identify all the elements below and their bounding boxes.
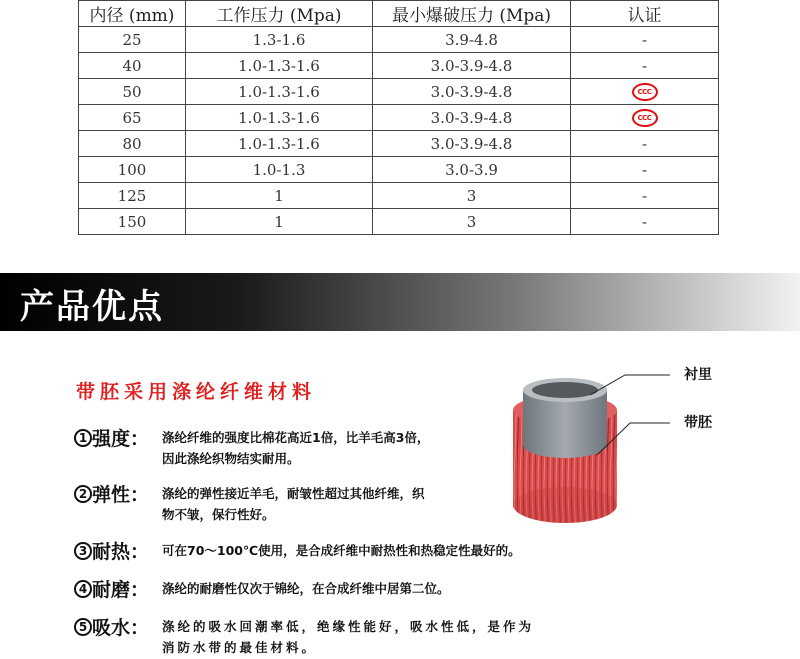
section-banner (0, 273, 800, 331)
advantage-heat-resistance (74, 537, 521, 564)
cell-diameter: 80 (79, 131, 186, 157)
advantage-description (162, 578, 602, 599)
cell-burst-pressure: 3.0-3.9-4.8 (373, 131, 571, 157)
advantage-description (162, 427, 502, 469)
number-badge: 5 (74, 618, 92, 636)
description-line: 涤纶的弹性接近羊毛，耐皱性超过其他纤维，织 (162, 486, 425, 501)
cell-working-pressure: 1.0-1.3-1.6 (186, 131, 373, 157)
cell-burst-pressure: 3.0-3.9-4.8 (373, 105, 571, 131)
description-line: 涤纶的耐磨性仅次于锦纶，在合成纤维中居第二位。 (162, 581, 450, 596)
cell-burst-pressure: 3 (373, 209, 571, 235)
lining-label: 衬里 (684, 367, 712, 383)
cell-burst-pressure: 3.0-3.9-4.8 (373, 79, 571, 105)
cell-diameter: 50 (79, 79, 186, 105)
cell-certification (571, 79, 719, 105)
spec-table-header (79, 1, 719, 27)
cell-burst-pressure: 3.0-3.9 (373, 157, 571, 183)
cell-diameter: 150 (79, 209, 186, 235)
cell-certification: - (571, 131, 719, 157)
advantage-elasticity (74, 480, 425, 522)
cell-certification: - (571, 157, 719, 183)
advantage-description (162, 483, 502, 525)
cell-diameter: 25 (79, 27, 186, 53)
description-line: 因此涤纶织物结实耐用。 (162, 451, 300, 466)
cell-diameter: 125 (79, 183, 186, 209)
description-line: 涤纶的吸水回潮率低，绝缘性能好，吸水性低，是作为 (162, 619, 535, 634)
header-working-pressure: 工作压力 (Mpa) (186, 1, 373, 27)
table-row (79, 157, 719, 183)
table-row (79, 105, 719, 131)
number-badge: 3 (74, 542, 92, 560)
header-burst-pressure: 最小爆破压力 (Mpa) (373, 1, 571, 27)
description-line: 消防水带的最佳材料。 (162, 640, 318, 655)
header-inner-diameter: 内径 (mm) (79, 1, 186, 27)
advantage-description (162, 540, 602, 561)
table-row (79, 131, 719, 157)
cell-working-pressure: 1 (186, 183, 373, 209)
table-row (79, 79, 719, 105)
cell-diameter: 40 (79, 53, 186, 79)
advantages-headline: 带胚采用涤纶纤维材料 (76, 381, 317, 403)
advantage-term: 耐热： (92, 541, 150, 563)
cell-burst-pressure: 3.9-4.8 (373, 27, 571, 53)
cell-working-pressure: 1.3-1.6 (186, 27, 373, 53)
cell-working-pressure: 1.0-1.3-1.6 (186, 53, 373, 79)
ccc-certification-icon: CCC (632, 109, 658, 127)
description-line: 物不皱，保行性好。 (162, 507, 275, 522)
number-badge: 2 (74, 485, 92, 503)
cell-burst-pressure: 3.0-3.9-4.8 (373, 53, 571, 79)
cell-diameter: 65 (79, 105, 186, 131)
description-line: 涤纶纤维的强度比棉花高近1倍，比羊毛高3倍， (162, 430, 430, 445)
cell-certification: - (571, 27, 719, 53)
advantage-term: 吸水： (92, 617, 150, 639)
cell-working-pressure: 1 (186, 209, 373, 235)
advantage-strength (74, 424, 430, 466)
cell-working-pressure: 1.0-1.3-1.6 (186, 105, 373, 131)
advantage-water-absorption (74, 613, 535, 655)
advantage-abrasion-resistance (74, 575, 450, 602)
spec-table (78, 0, 719, 235)
table-row (79, 27, 719, 53)
ccc-certification-icon: CCC (632, 83, 658, 101)
table-row (79, 209, 719, 235)
advantage-term: 耐磨： (92, 579, 150, 601)
cell-burst-pressure: 3 (373, 183, 571, 209)
cell-certification: - (571, 183, 719, 209)
cell-certification: - (571, 209, 719, 235)
lining-layer (523, 378, 607, 458)
description-line: 可在70～100℃使用，是合成纤维中耐热性和热稳定性最好的。 (162, 543, 521, 558)
header-certification: 认证 (571, 1, 719, 27)
table-row (79, 53, 719, 79)
cell-working-pressure: 1.0-1.3 (186, 157, 373, 183)
table-row (79, 183, 719, 209)
advantage-term: 弹性： (92, 484, 150, 506)
cell-working-pressure: 1.0-1.3-1.6 (186, 79, 373, 105)
cell-diameter: 100 (79, 157, 186, 183)
advantage-description (162, 616, 602, 658)
section-title: 产品优点 (20, 287, 164, 327)
advantage-term: 强度： (92, 428, 150, 450)
number-badge: 1 (74, 429, 92, 447)
cell-certification (571, 105, 719, 131)
jacket-label: 带胚 (684, 415, 712, 431)
cell-certification: - (571, 53, 719, 79)
number-badge: 4 (74, 580, 92, 598)
